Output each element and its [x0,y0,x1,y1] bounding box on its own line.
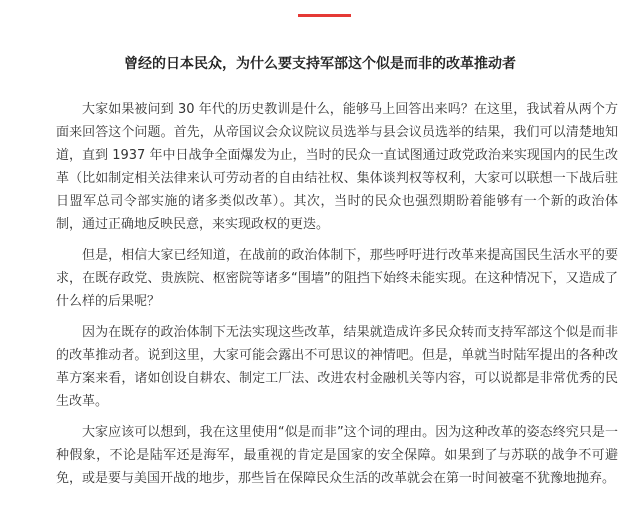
accent-divider [298,14,351,17]
article-paragraph: 但是，相信大家已经知道，在战前的政治体制下，那些呼吁进行改革来提高国民生活水平的要求，在既存政党、贵族院、枢密院等诸多“围墙”的阻挡下始终未能实现。在这种情况下，又造成了什么样的后果呢？ [56,248,618,309]
article-title: 曾经的日本民众，为什么要支持军部这个似是而非的改革推动者 [124,56,516,72]
article-paragraph: 大家应该可以想到，我在这里使用“似是而非”这个词的理由。因为这种改革的姿态终究只是一种假象，不论是陆军还是海军，最重视的肯定是国家的安全保障。如果到了与苏联的战争不可避免，或是要与美国开战的地步，那些旨在保障民众生活的改革就会在第一时间被毫不犹豫地抛弃。 [56,425,618,486]
article-paragraph: 大家如果被问到 30 年代的历史教训是什么，能够马上回答出来吗？在这里，我试着从两个方面来回答这个问题。首先，从帝国议会众议院议员选举与县会议员选举的结果，我们可以清楚地知道，直到 1937 年中日战争全面爆发为止，当时的民众一直试图通过政党政治来实现国内的民生改革（比如制定相关法律来认可劳动者的自由结社权、集体谈判权等权利，大家可以联想一下战后驻日盟军总司令部实施的诸多类似改革）。其次，当时的民众也强烈期盼着能够有一个新的政治体制，通过正确地反映民意，来实现政权的更迭。 [56,102,618,232]
article-body [56,98,618,498]
article-paragraph: 因为在既存的政治体制下无法实现这些改革，结果就造成许多民众转而支持军部这个似是而非的改革推动者。说到这里，大家可能会露出不可思议的神情吧。但是，单就当时陆军提出的各种改革方案来看，诸如创设自耕农、制定工厂法、改进农村金融机关等内容，可以说都是非常优秀的民生改革。 [56,325,618,409]
